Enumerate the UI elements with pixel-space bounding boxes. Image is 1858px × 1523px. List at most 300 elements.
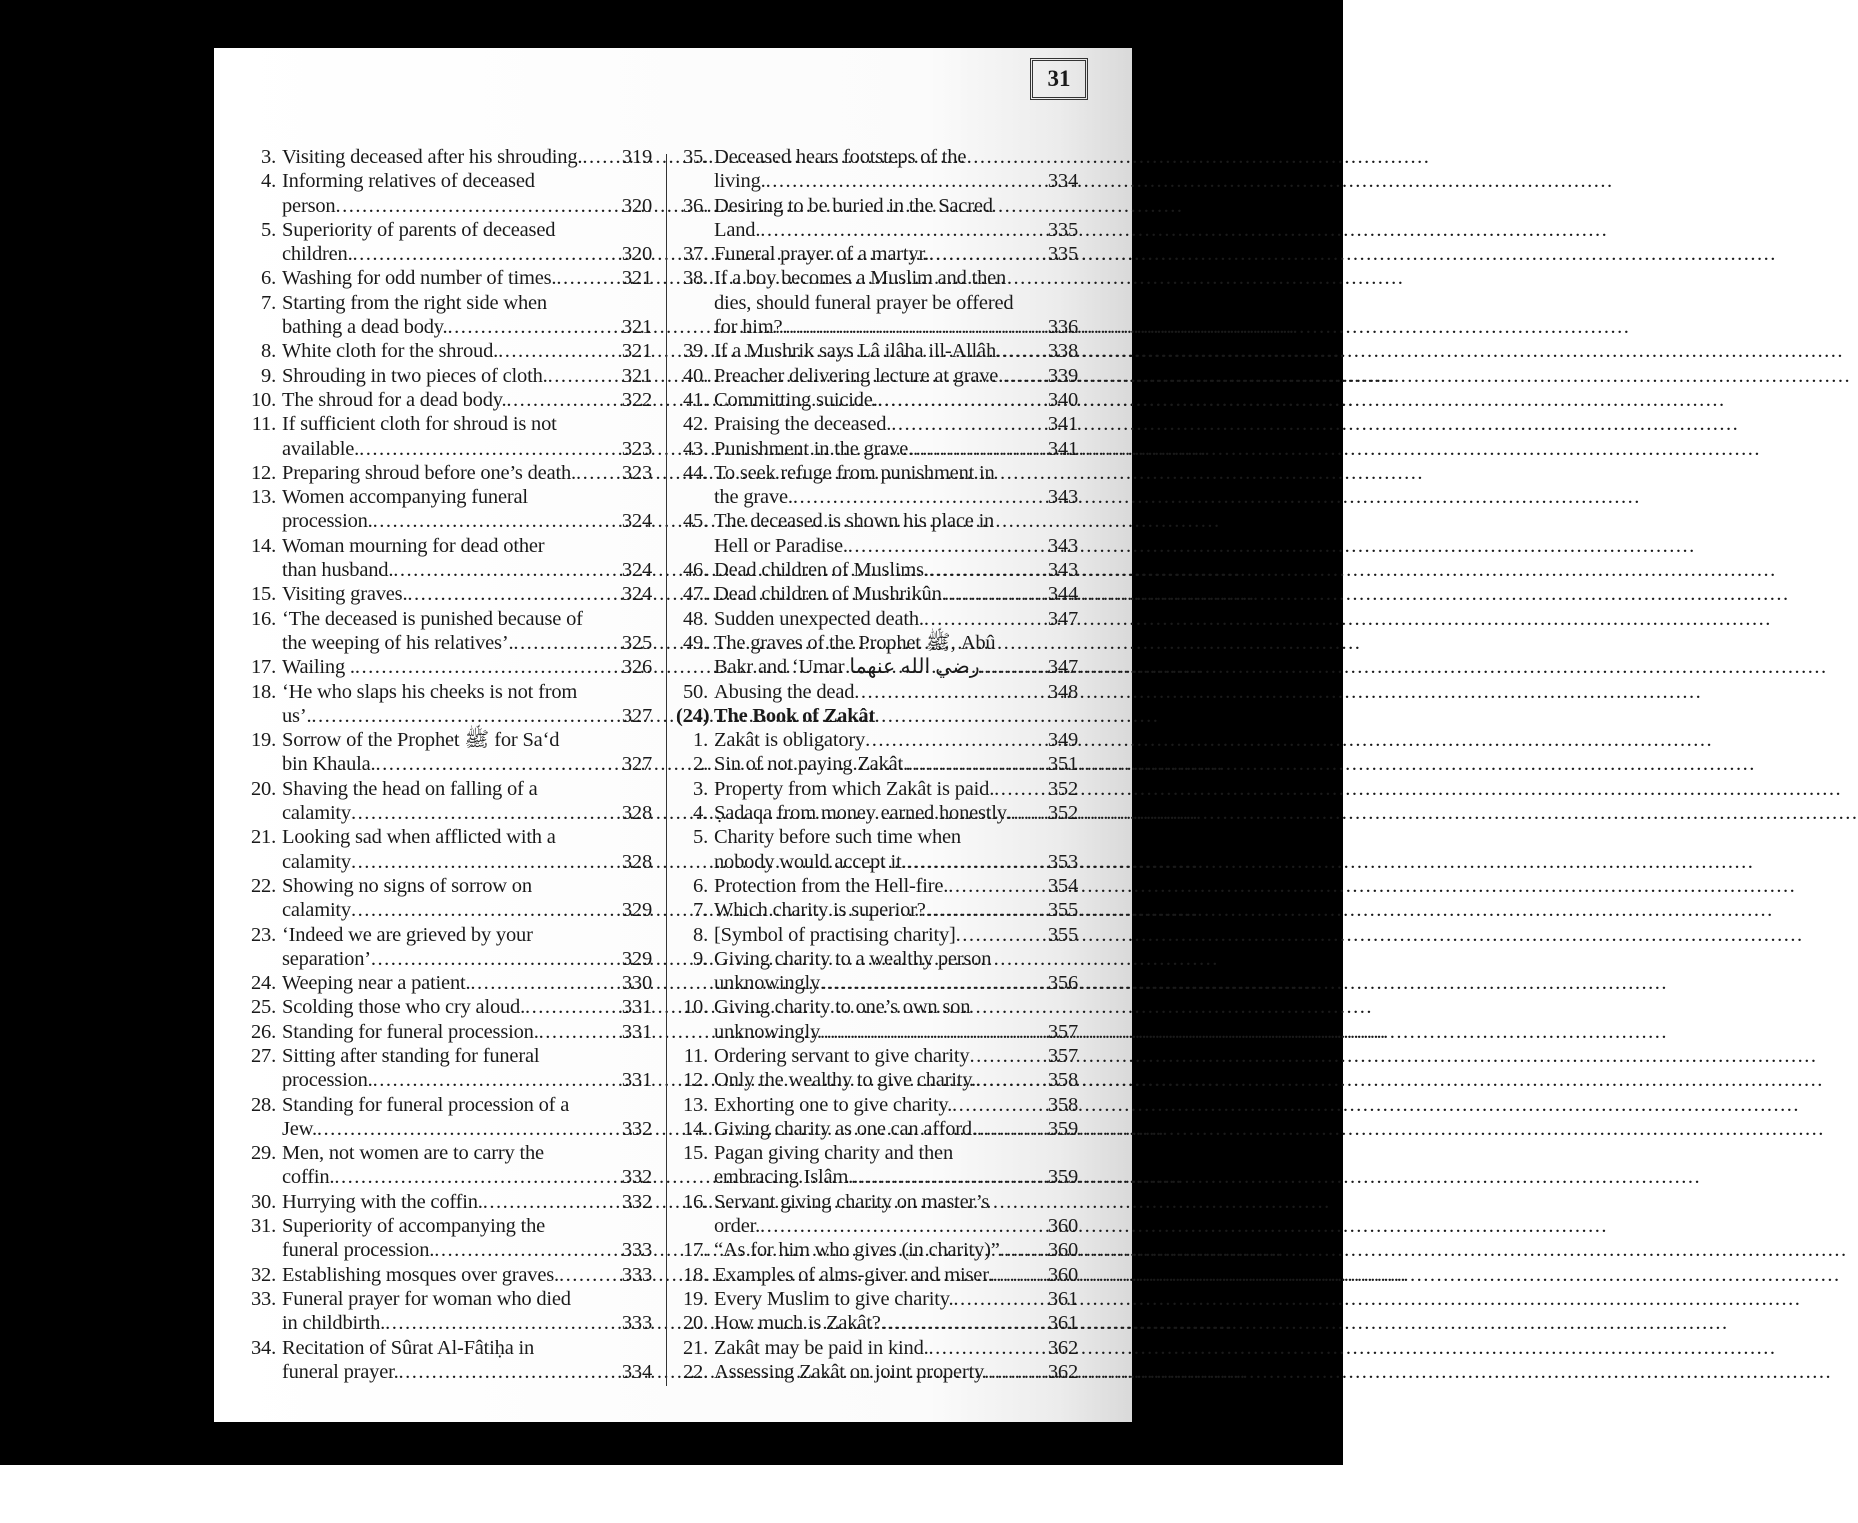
dot-leader xyxy=(513,631,621,655)
entry-page-number: 352 xyxy=(1047,802,1078,825)
dot-leader xyxy=(317,1117,622,1141)
contents-entry-line xyxy=(672,923,1078,947)
contents-entry-line xyxy=(672,339,1078,363)
contents-entry-line xyxy=(240,607,652,631)
dot-leader xyxy=(371,947,622,971)
entry-title: children. xyxy=(282,243,353,266)
entry-page-number: 322 xyxy=(621,388,652,411)
contents-entry-line xyxy=(672,777,1078,801)
entry-number: 11. xyxy=(251,413,276,436)
dot-leader xyxy=(334,1165,622,1189)
entry-title: Praising the deceased. xyxy=(714,413,892,436)
entry-page-number: 357 xyxy=(1047,1020,1078,1043)
entry-page-number: 351 xyxy=(1047,753,1078,776)
entry-title: Visiting graves. xyxy=(282,583,408,606)
dot-leader xyxy=(375,752,621,776)
contents-entry-line xyxy=(672,1093,1078,1117)
entry-number: 19. xyxy=(250,729,276,752)
dot-leader xyxy=(434,1238,622,1262)
entry-title: Only the wealthy to give charity. xyxy=(714,1069,976,1092)
entry-number: 6. xyxy=(693,874,708,897)
dot-leader xyxy=(335,194,621,218)
entry-title: Servant giving charity on master’s xyxy=(714,1190,990,1213)
entry-number: 9. xyxy=(693,947,708,970)
entry-number: 1. xyxy=(693,729,708,752)
entry-number: 18. xyxy=(682,1263,708,1286)
entry-page-number: 321 xyxy=(621,364,652,387)
entry-title: procession. xyxy=(282,510,373,533)
entry-page-number: 348 xyxy=(1047,680,1078,703)
entry-number: 14. xyxy=(682,1117,708,1140)
entry-number: 10. xyxy=(682,996,708,1019)
entry-title: Giving charity to one’s own son xyxy=(714,996,971,1019)
entry-number: 22. xyxy=(682,1360,708,1383)
contents-entry-line xyxy=(240,995,652,1019)
contents-entry-line xyxy=(672,631,1078,655)
contents-entry-line xyxy=(672,412,1078,436)
entry-page-number: 332 xyxy=(621,1166,652,1189)
contents-entry-line xyxy=(672,145,1078,169)
dot-leader xyxy=(980,655,1048,679)
contents-entry-line xyxy=(240,631,652,655)
entry-title: embracing Islâm. xyxy=(714,1166,854,1189)
contents-entry-line xyxy=(240,1287,652,1311)
contents-entry-line xyxy=(672,194,1078,218)
contents-entry-line xyxy=(672,509,1078,533)
entry-number: 49. xyxy=(682,631,708,654)
entry-page-number: 359 xyxy=(1047,1117,1078,1140)
contents-entry-line xyxy=(672,558,1078,582)
contents-right-column xyxy=(672,145,1078,1384)
entry-title: “As for him who gives (in charity)” xyxy=(714,1239,1000,1262)
column-divider xyxy=(666,154,667,1386)
entry-title: ‘He who slaps his cheeks is not from xyxy=(282,680,578,703)
entry-title: Dead children of Mushrikûn xyxy=(714,583,942,606)
contents-entry-line xyxy=(672,607,1078,631)
entry-number: 5. xyxy=(693,826,708,849)
contents-entry-line xyxy=(240,582,652,606)
entry-title: Shaving the head on falling of a xyxy=(282,777,538,800)
contents-entry-line xyxy=(672,534,1078,558)
entry-title: calamity xyxy=(282,899,351,922)
entry-title: Establishing mosques over graves. xyxy=(282,1263,559,1286)
dot-leader xyxy=(996,339,1048,363)
entry-page-number: 355 xyxy=(1047,899,1078,922)
entry-title: Examples of alms-giver and miser. xyxy=(714,1263,993,1286)
dot-leader xyxy=(385,1311,622,1335)
entry-title: Preacher delivering lecture at grave. xyxy=(714,364,1004,387)
entry-page-number: 361 xyxy=(1047,1287,1078,1310)
entry-title: Assessing Zakât on joint property xyxy=(714,1360,985,1383)
entry-title: The shroud for a dead body. xyxy=(282,388,507,411)
entry-title: bin Khaula. xyxy=(282,753,376,776)
entry-page-number: 334 xyxy=(621,1360,652,1383)
dot-leader xyxy=(506,388,621,412)
contents-entry-line xyxy=(672,1190,1078,1214)
dot-leader xyxy=(498,339,622,363)
entry-page-number: 343 xyxy=(1047,486,1078,509)
entry-number: 19. xyxy=(682,1287,708,1310)
dot-leader xyxy=(952,1093,1048,1117)
entry-title: If a boy becomes a Muslim and then xyxy=(714,267,1007,290)
contents-entry-line xyxy=(672,850,1078,874)
entry-title: Hell or Paradise. xyxy=(714,534,848,557)
entry-number: 39. xyxy=(682,340,708,363)
contents-entry-line xyxy=(240,874,652,898)
entry-title: coffin. xyxy=(282,1166,335,1189)
contents-entry-line xyxy=(672,388,1078,412)
entry-number: 20. xyxy=(250,777,276,800)
entry-page-number: 341 xyxy=(1047,413,1078,436)
contents-entry-line xyxy=(240,1141,652,1165)
contents-entry-line xyxy=(240,242,652,266)
contents-entry-line xyxy=(672,1117,1078,1141)
entry-page-number: 330 xyxy=(621,972,652,995)
entry-number: 25. xyxy=(250,996,276,1019)
contents-entry-line xyxy=(672,242,1078,266)
entry-page-number: 362 xyxy=(1047,1360,1078,1383)
contents-entry-line xyxy=(672,1360,1078,1384)
entry-page-number: 360 xyxy=(1047,1215,1078,1238)
dot-leader xyxy=(1010,801,1047,825)
contents-entry-line xyxy=(672,1214,1078,1238)
dot-leader xyxy=(351,898,622,922)
contents-entry-line xyxy=(240,1044,652,1068)
entry-number: 28. xyxy=(250,1093,276,1116)
dot-leader xyxy=(953,1287,1047,1311)
page-number: 31 xyxy=(1030,58,1088,100)
entry-title: the grave. xyxy=(714,486,793,509)
contents-entry-line xyxy=(672,169,1078,193)
entry-number: 14. xyxy=(250,534,276,557)
contents-entry-line xyxy=(240,1165,652,1189)
dot-leader xyxy=(355,655,622,679)
contents-entry-line xyxy=(672,995,1078,1019)
entry-page-number: 331 xyxy=(621,1069,652,1092)
dot-leader xyxy=(956,923,1048,947)
contents-entry-line xyxy=(672,437,1078,461)
contents-entry-line xyxy=(672,874,1078,898)
entry-number: 46. xyxy=(682,559,708,582)
entry-page-number: 331 xyxy=(621,1020,652,1043)
contents-entry-line xyxy=(240,825,652,849)
entry-title: unknowingly xyxy=(714,972,820,995)
entry-page-number: 339 xyxy=(1047,364,1078,387)
entry-number: 26. xyxy=(250,1020,276,1043)
entry-page-number: 360 xyxy=(1047,1263,1078,1286)
entry-title: ‘Indeed we are grieved by your xyxy=(282,923,533,946)
entry-title: Punishment in the grave. xyxy=(714,437,914,460)
contents-entry-line xyxy=(672,947,1078,971)
dot-leader xyxy=(582,145,622,169)
entry-number: 4. xyxy=(261,170,276,193)
entry-number: 8. xyxy=(261,340,276,363)
entry-title: Giving charity as one can afford. xyxy=(714,1117,977,1140)
contents-entry-line xyxy=(672,1311,1078,1335)
entry-number: 22. xyxy=(250,874,276,897)
contents-entry-line xyxy=(672,1020,1078,1044)
dot-leader xyxy=(393,558,622,582)
entry-number: 10. xyxy=(250,388,276,411)
dot-leader xyxy=(926,898,1048,922)
entry-title: Preparing shroud before one’s death. xyxy=(282,461,576,484)
entry-page-number: 324 xyxy=(621,583,652,606)
contents-entry-line xyxy=(240,218,652,242)
contents-entry-line xyxy=(672,1068,1078,1092)
entry-number: 16. xyxy=(682,1190,708,1213)
contents-entry-line xyxy=(672,291,1078,315)
entry-page-number: 349 xyxy=(1047,729,1078,752)
entry-number: 3. xyxy=(261,146,276,168)
contents-entry-line xyxy=(672,1044,1078,1068)
contents-entry-line xyxy=(240,1311,652,1335)
contents-entry-line xyxy=(240,1020,652,1044)
entry-page-number: 328 xyxy=(621,850,652,873)
entry-title: Ṣadaqa from money earned honestly. xyxy=(714,802,1011,825)
entry-number: 7. xyxy=(261,291,276,314)
entry-page-number: 334 xyxy=(1047,170,1078,193)
contents-entry-line xyxy=(240,1190,652,1214)
contents-entry-line xyxy=(240,1093,652,1117)
entry-title: calamity xyxy=(282,850,351,873)
entry-number: 37. xyxy=(682,243,708,266)
entry-page-number: 347 xyxy=(1047,656,1078,679)
contents-entry-line xyxy=(240,655,652,679)
dot-leader xyxy=(1000,1238,1048,1262)
contents-entry-line xyxy=(240,461,652,485)
contents-entry-line xyxy=(240,412,652,436)
entry-number: 32. xyxy=(250,1263,276,1286)
dot-leader xyxy=(760,218,1048,242)
dot-leader xyxy=(760,1214,1048,1238)
entry-title: Recitation of Sûrat Al-Fâtiḥa in xyxy=(282,1336,535,1359)
entry-title: Sudden unexpected death. xyxy=(714,607,924,630)
entry-number: 23. xyxy=(250,923,276,946)
dot-leader xyxy=(353,242,622,266)
entry-title: Standing for funeral procession of a xyxy=(282,1093,570,1116)
contents-entry-line xyxy=(240,266,652,290)
entry-number: 31. xyxy=(250,1215,276,1238)
dot-leader xyxy=(878,388,1048,412)
dot-leader xyxy=(556,266,621,290)
contents-entry-line xyxy=(240,558,652,582)
contents-entry-line xyxy=(672,971,1078,995)
entry-page-number: 344 xyxy=(1047,583,1078,606)
entry-title: Charity before such time when xyxy=(714,826,961,849)
entry-page-number: 347 xyxy=(1047,607,1078,630)
dot-leader xyxy=(311,704,621,728)
entry-title: To seek refuge from punishment in xyxy=(714,461,995,484)
entry-title: available. xyxy=(282,437,360,460)
dot-leader xyxy=(969,1044,1047,1068)
dot-leader xyxy=(793,485,1048,509)
entry-title: Giving charity to a wealthy person xyxy=(714,947,992,970)
contents-entry-line xyxy=(240,437,652,461)
entry-number: 47. xyxy=(682,583,708,606)
entry-title: Which charity is superior? xyxy=(714,899,926,922)
contents-entry-line xyxy=(240,752,652,776)
entry-number: 3. xyxy=(693,777,708,800)
entry-title: [Symbol of practising charity] xyxy=(714,923,956,946)
entry-title: Property from which Zakât is paid. xyxy=(714,777,995,800)
contents-entry-line xyxy=(672,655,1078,679)
entry-page-number: 323 xyxy=(621,461,652,484)
entry-page-number: 354 xyxy=(1047,874,1078,897)
contents-entry-line xyxy=(240,680,652,704)
entry-number: 50. xyxy=(682,680,708,703)
contents-entry-line xyxy=(240,315,652,339)
entry-title: How much is Zakât? xyxy=(714,1312,881,1335)
entry-number: 11. xyxy=(683,1044,708,1067)
entry-page-number: 320 xyxy=(621,194,652,217)
entry-number: 36. xyxy=(682,194,708,217)
dot-leader xyxy=(854,680,1048,704)
contents-entry-line xyxy=(240,364,652,388)
entry-title: Sin of not paying Zakât. xyxy=(714,753,908,776)
entry-page-number: 333 xyxy=(621,1312,652,1335)
contents-entry-line xyxy=(672,752,1078,776)
dot-leader xyxy=(483,1190,622,1214)
entry-title: in childbirth. xyxy=(282,1312,386,1335)
section-heading xyxy=(672,704,1078,728)
entry-number: 41. xyxy=(682,388,708,411)
contents-entry-line xyxy=(240,485,652,509)
entry-title: Committing suicide. xyxy=(714,388,878,411)
dot-leader xyxy=(373,1068,622,1092)
contents-entry-line xyxy=(240,801,652,825)
entry-title: person xyxy=(282,194,336,217)
entry-title: Ordering servant to give charity xyxy=(714,1044,970,1067)
entry-page-number: 332 xyxy=(621,1117,652,1140)
entry-page-number: 321 xyxy=(621,267,652,290)
dot-leader xyxy=(470,971,621,995)
entry-page-number: 321 xyxy=(621,316,652,339)
dot-leader xyxy=(407,582,621,606)
dot-leader xyxy=(929,1336,1048,1360)
dot-leader xyxy=(848,534,1048,558)
entry-number: 15. xyxy=(250,583,276,606)
entry-number: 8. xyxy=(693,923,708,946)
contents-entry-line xyxy=(240,291,652,315)
dot-leader xyxy=(906,850,1047,874)
contents-entry-line xyxy=(672,1336,1078,1360)
dot-leader xyxy=(977,1117,1048,1141)
dot-leader xyxy=(865,728,1048,752)
entry-title: If sufficient cloth for shroud is not xyxy=(282,413,557,436)
dot-leader xyxy=(942,582,1048,606)
entry-title: us’. xyxy=(282,704,312,727)
entry-title: calamity xyxy=(282,802,351,825)
dot-leader xyxy=(351,801,622,825)
dot-leader xyxy=(984,1360,1048,1384)
entry-number: 17. xyxy=(682,1239,708,1262)
entry-number: 9. xyxy=(261,364,276,387)
dot-leader xyxy=(994,777,1048,801)
entry-title: than husband. xyxy=(282,559,394,582)
entry-title: procession. xyxy=(282,1069,373,1092)
entry-title: Land. xyxy=(714,218,761,241)
entry-title: Scolding those who cry aloud. xyxy=(282,996,526,1019)
entry-title: Abusing the dead xyxy=(714,680,855,703)
entry-page-number: 333 xyxy=(621,1239,652,1262)
contents-entry-line xyxy=(672,1263,1078,1287)
contents-entry-line xyxy=(240,1214,652,1238)
entry-number: 2. xyxy=(693,753,708,776)
contents-entry-line xyxy=(672,680,1078,704)
entry-title: Dead children of Muslims. xyxy=(714,559,929,582)
contents-entry-line xyxy=(672,728,1078,752)
contents-entry-line xyxy=(240,728,652,752)
contents-entry-line xyxy=(240,1336,652,1360)
entry-number: 30. xyxy=(250,1190,276,1213)
contents-entry-line xyxy=(672,315,1078,339)
entry-number: 7. xyxy=(693,899,708,922)
entry-page-number: 329 xyxy=(621,947,652,970)
entry-title: The graves of the Prophet ﷺ, Abû xyxy=(714,631,996,654)
entry-title: Showing no signs of sorrow on xyxy=(282,874,532,897)
contents-entry-line xyxy=(240,947,652,971)
entry-title: (24) The Book of Zakât xyxy=(676,704,876,727)
entry-page-number: 358 xyxy=(1047,1069,1078,1092)
entry-page-number: 356 xyxy=(1047,972,1078,995)
dot-leader xyxy=(359,437,622,461)
entry-title: nobody would accept it. xyxy=(714,850,907,873)
book-page xyxy=(214,48,1132,1422)
contents-entry-line xyxy=(240,534,652,558)
entry-title: Funeral prayer for woman who died xyxy=(282,1287,571,1310)
entry-page-number: 335 xyxy=(1047,243,1078,266)
contents-entry-line xyxy=(672,1141,1078,1165)
contents-entry-line xyxy=(672,461,1078,485)
entry-title: Standing for funeral procession. xyxy=(282,1020,539,1043)
entry-number: 18. xyxy=(250,680,276,703)
entry-title: funeral procession. xyxy=(282,1239,435,1262)
entry-title: Starting from the right side when xyxy=(282,291,547,314)
entry-title: Sitting after standing for funeral xyxy=(282,1044,540,1067)
dot-leader xyxy=(525,995,622,1019)
contents-entry-line xyxy=(240,923,652,947)
entry-title: separation’ xyxy=(282,947,371,970)
entry-page-number: 335 xyxy=(1047,218,1078,241)
entry-number: 15. xyxy=(682,1142,708,1165)
entry-number: 21. xyxy=(682,1336,708,1359)
contents-entry-line xyxy=(240,777,652,801)
contents-entry-line xyxy=(672,1238,1078,1262)
entry-title: Looking sad when afflicted with a xyxy=(282,826,556,849)
dot-leader xyxy=(548,364,622,388)
entry-title: Pagan giving charity and then xyxy=(714,1142,953,1165)
entry-title: dies, should funeral prayer be offered xyxy=(714,291,1014,314)
dot-leader xyxy=(820,1020,1048,1044)
entry-number: 35. xyxy=(682,146,708,168)
dot-leader xyxy=(929,558,1048,582)
dot-leader xyxy=(539,1020,622,1044)
entry-page-number: 353 xyxy=(1047,850,1078,873)
entry-page-number: 324 xyxy=(621,559,652,582)
dot-leader xyxy=(924,607,1048,631)
entry-page-number: 336 xyxy=(1047,316,1078,339)
entry-page-number: 362 xyxy=(1047,1336,1078,1359)
entry-page-number: 338 xyxy=(1047,340,1078,363)
entry-title: Funeral prayer of a martyr. xyxy=(714,243,929,266)
dot-leader xyxy=(820,971,1048,995)
contents-entry-line xyxy=(240,1263,652,1287)
entry-number: 43. xyxy=(682,437,708,460)
contents-entry-line xyxy=(240,1068,652,1092)
entry-page-number: 340 xyxy=(1047,388,1078,411)
entry-number: 4. xyxy=(693,802,708,825)
dot-leader xyxy=(1003,364,1048,388)
